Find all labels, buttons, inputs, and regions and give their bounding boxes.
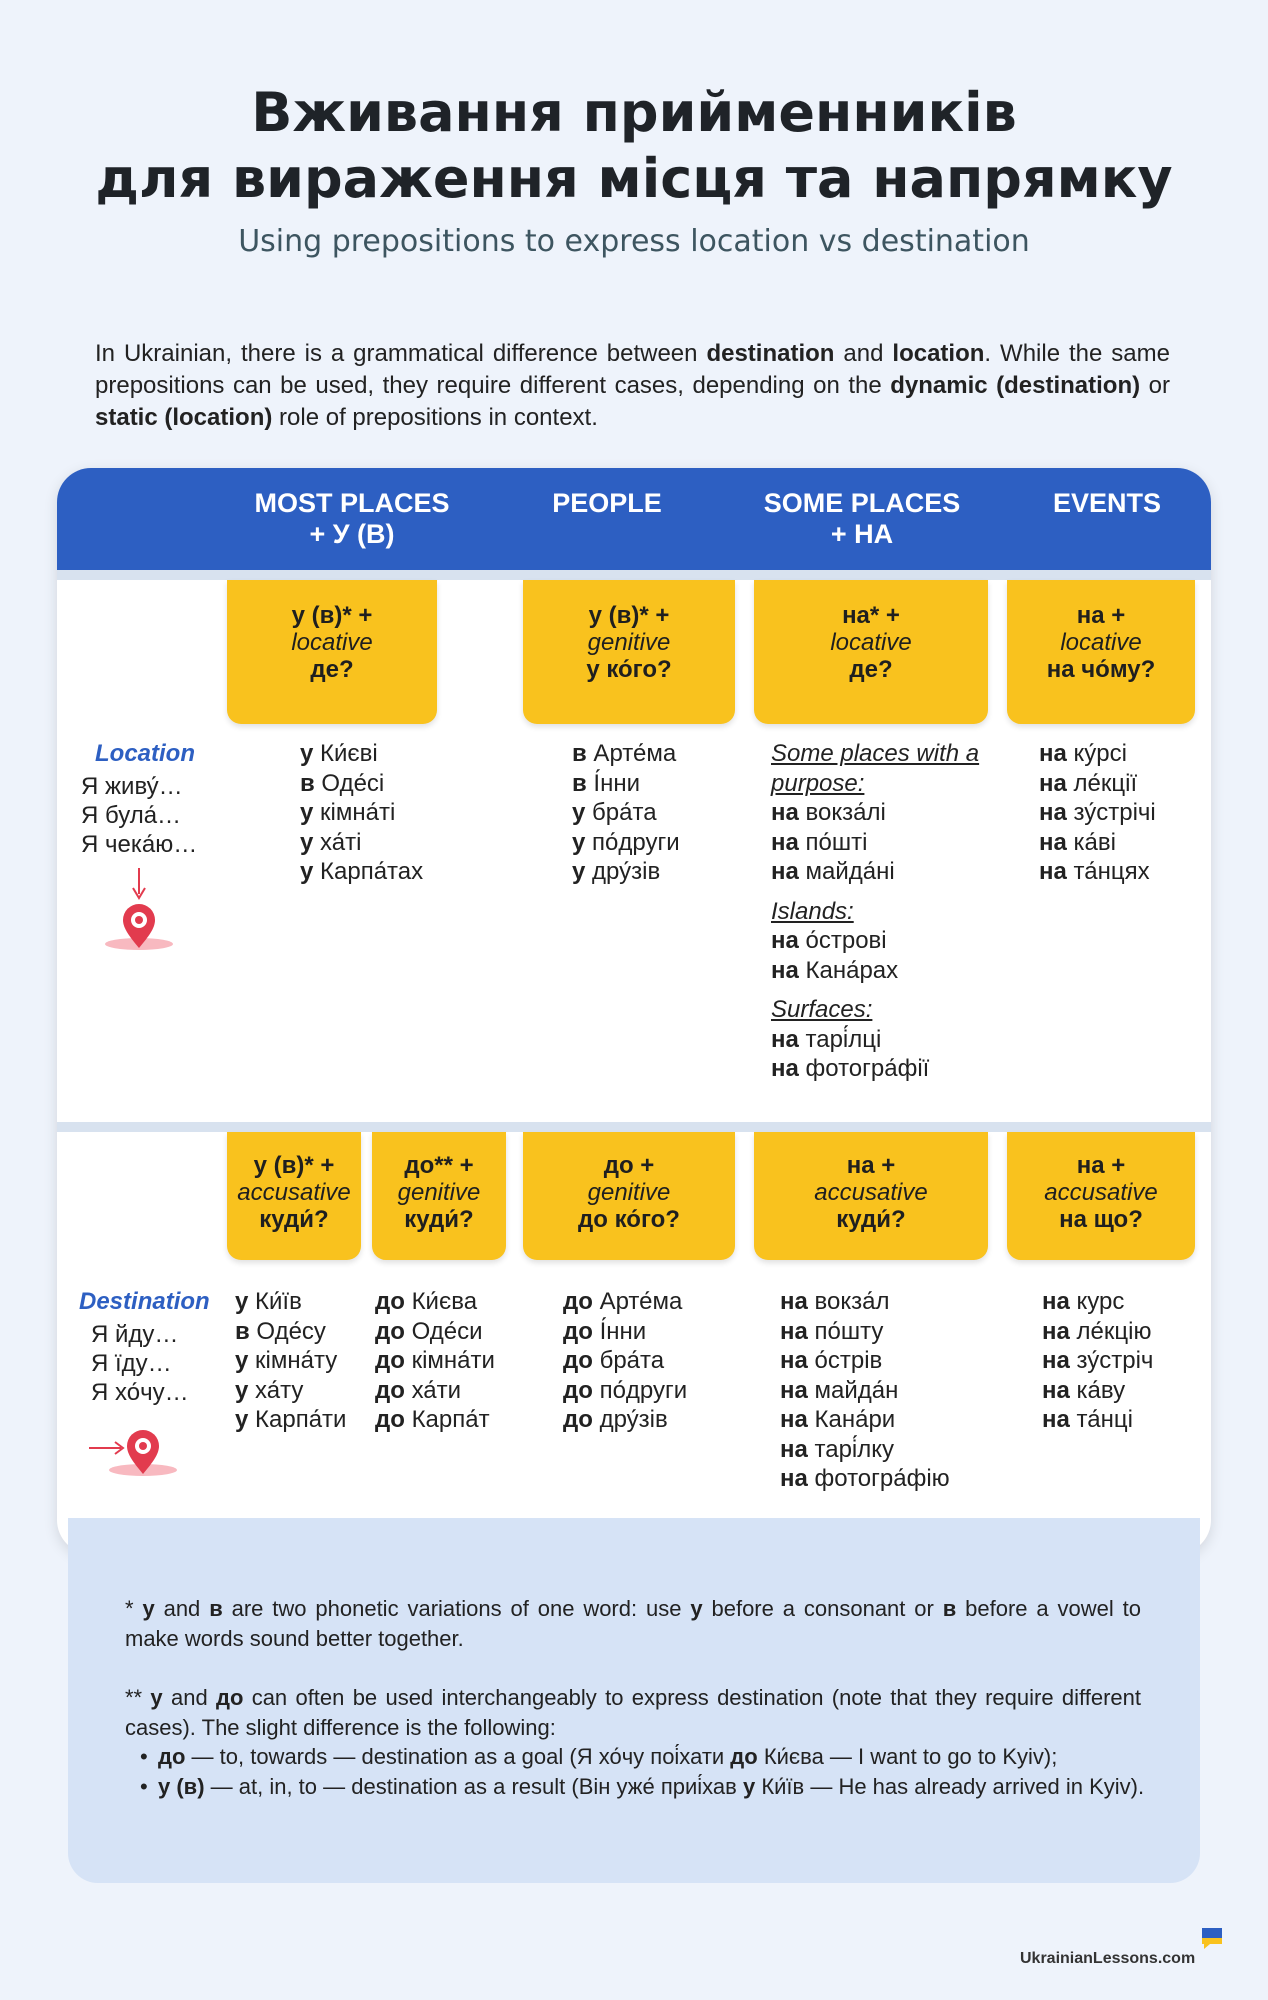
location-box-most-places: у (в)* + locative де? — [227, 580, 437, 724]
preposition-table-card — [57, 468, 1211, 1554]
list-item: на о́стрів — [780, 1347, 883, 1374]
list-item: на фотогра́фії — [771, 1055, 930, 1082]
list-item: на по́шту — [780, 1317, 884, 1345]
list-item: на та́нцях — [1039, 858, 1150, 885]
list-item: на ка́ву — [1042, 1376, 1126, 1404]
footnote-1: * у and в are two phonetic variations of one word: use у before a consonant or в before a vowel to make words sound better together. — [125, 1596, 1142, 1651]
header-separator — [57, 570, 1211, 580]
list-item: на ле́кцію — [1042, 1317, 1152, 1345]
list-item: на о́строві — [771, 927, 887, 954]
list-item: на майда́н — [780, 1376, 899, 1404]
list-item: у Карпа́тах — [300, 858, 424, 885]
footnote-2: ** у and до can often be used interchangeably to express destination (note that they require different cases). The slight difference is the following: — [125, 1685, 1141, 1740]
group-heading-purpose: Some places with a purpose: — [771, 740, 980, 797]
brand-footer: UkrainianLessons.com — [1020, 1950, 1196, 1967]
group-heading-islands: Islands: — [771, 897, 854, 925]
intro-paragraph: In Ukrainian, there is a grammatical difference between destination and location. While the same prepositions can be used, they require different cases, depending on the dynamic (destination) or static (location) role of prepositions in context. — [95, 340, 1170, 431]
page-title-line2: для вираження місця та напрямку — [95, 147, 1173, 210]
footnote-bullet-u-v: • у (в) — at, in, to — destination as a result (Він уже́ приі́хав у Ки́їв — He has already arrived in Kyiv). — [140, 1774, 1145, 1799]
destination-box-events: на + accusative на що? — [1007, 1132, 1195, 1260]
list-item: у дру́зів — [572, 858, 661, 885]
destination-pin-icon — [87, 1418, 187, 1488]
location-list-events — [1039, 739, 1156, 887]
list-item: на та́нці — [1042, 1406, 1133, 1433]
group-heading-surfaces: Surfaces: — [771, 996, 873, 1023]
list-item: на ка́ві — [1039, 828, 1116, 856]
list-item: на Кана́ри — [780, 1406, 896, 1433]
list-item: на зу́стріч — [1042, 1347, 1154, 1374]
column-header-some-places: SOME PLACES + НА — [763, 488, 961, 549]
list-item: до бра́та — [563, 1347, 665, 1374]
list-item: до дру́зів — [563, 1406, 668, 1433]
location-box-some-places: на* + locative де? — [754, 580, 988, 724]
list-item: на ле́кції — [1039, 769, 1138, 797]
list-item: до ха́ти — [375, 1376, 462, 1404]
list-item: на фотогра́фію — [780, 1465, 950, 1492]
list-item: до Оде́си — [375, 1317, 483, 1345]
column-header-most-places: MOST PLACES + У (В) — [254, 488, 450, 549]
list-item: на майда́ні — [771, 858, 895, 885]
footnote-bullet-do: • до — to, towards — destination as a goal (Я хо́чу поі́хати до Ки́єва — I want to go to Kyiv); — [140, 1744, 1058, 1769]
location-verbs: Я живу́… Я була́… Я чека́ю… — [81, 773, 198, 858]
list-item: до Арте́ма — [563, 1288, 683, 1315]
destination-list-events — [1042, 1287, 1153, 1435]
location-box-people: у (в)* + genitive у ко́го? — [523, 580, 735, 724]
list-item: в Арте́ма — [572, 740, 677, 767]
list-item: на по́шті — [771, 828, 868, 856]
list-item: в Оде́су — [235, 1317, 326, 1345]
list-item: у Ки́їв — [235, 1288, 302, 1315]
destination-list-people — [563, 1287, 687, 1435]
list-item: на Кана́рах — [771, 956, 899, 984]
list-item: у по́други — [572, 828, 680, 856]
list-item: до Ки́єва — [375, 1288, 478, 1315]
destination-box-some-places: на + accusative куди́? — [754, 1132, 988, 1260]
destination-list-u-v — [235, 1287, 346, 1435]
list-item: на тарі́лці — [771, 1025, 882, 1053]
list-item: у Ки́єві — [300, 740, 378, 767]
destination-box-u-v: у (в)* + accusative куди́? — [227, 1132, 361, 1260]
destination-box-do: до** + genitive куди́? — [372, 1132, 506, 1260]
location-list-some-places — [771, 739, 1001, 1084]
list-item: на ку́рсі — [1039, 740, 1127, 767]
column-header-people: PEOPLE — [552, 488, 662, 518]
list-item: на вокза́лі — [771, 799, 886, 826]
list-item: в І́нни — [572, 769, 641, 797]
destination-label: Destination — [79, 1288, 210, 1315]
list-item: у кімна́ту — [235, 1347, 338, 1374]
destination-list-some-places — [780, 1287, 950, 1494]
list-item: на зу́стрічі — [1039, 799, 1156, 826]
list-item: на курс — [1042, 1288, 1125, 1315]
location-pin-icon — [103, 866, 183, 976]
destination-box-people: до + genitive до ко́го? — [523, 1132, 735, 1260]
list-item: у бра́та — [572, 799, 657, 826]
list-item: в Оде́сі — [300, 769, 385, 797]
list-item: до по́други — [563, 1376, 688, 1404]
location-label: Location — [95, 740, 195, 767]
table-header — [57, 468, 1211, 570]
list-item: у кімна́ті — [300, 799, 396, 826]
list-item: на вокза́л — [780, 1288, 890, 1315]
list-item: у Карпа́ти — [235, 1406, 347, 1433]
destination-list-do — [375, 1287, 495, 1435]
page-subtitle: Using prepositions to express location vs destination — [238, 224, 1030, 259]
list-item: до кімна́ти — [375, 1347, 495, 1374]
list-item: до І́нни — [563, 1317, 647, 1345]
list-item: у ха́ті — [300, 828, 362, 856]
list-item: у ха́ту — [235, 1376, 304, 1404]
column-header-events: EVENTS — [1052, 488, 1162, 518]
location-list-people — [572, 739, 680, 887]
list-item: на тарі́лку — [780, 1435, 895, 1463]
list-item: до Карпа́т — [375, 1406, 490, 1433]
section-separator — [57, 1122, 1211, 1132]
destination-verbs: Я йду… Я їду… Я хо́чу… — [91, 1321, 189, 1406]
location-box-events: на + locative на чо́му? — [1007, 580, 1195, 724]
brand-logo-icon — [1198, 1924, 1226, 1952]
page-title-line1: Вживання прийменників — [251, 81, 1017, 144]
location-list-most-places — [300, 739, 423, 887]
